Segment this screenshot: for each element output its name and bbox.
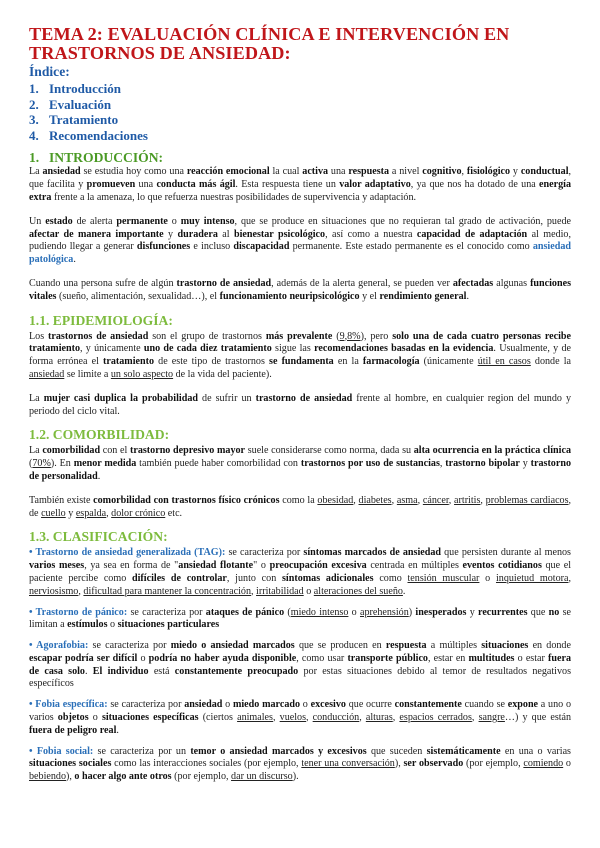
text-run: ansiedad flotante [178,560,254,572]
text-run: frente a la amenaza, lo que refuerza nuestras posibilidades de supervivencia y adaptación. [51,191,417,203]
text-run: ansiedad patológica [29,241,571,266]
text-run: , [417,494,423,506]
text-run: varios meses [29,560,85,572]
text-run: (por ejemplo, [171,771,232,783]
text-run: trastorno de ansiedad [176,277,272,289]
text-run: trastorno bipolar [445,458,520,470]
text-run: en la [333,356,363,368]
text-run: cuello [41,507,66,519]
text-run: o [222,699,233,711]
text-run: trastorno depresivo mayor [129,445,246,457]
index-list [29,81,571,143]
text-run: ), [66,771,75,783]
text-run: a múltiples [426,640,482,652]
text-run: , [272,712,280,724]
text-run: algunas [493,277,531,289]
paragraph [29,495,571,521]
text-run: sangre [478,712,505,724]
text-run: . Usualmente, y de forma errónea el [29,343,571,368]
text-run: discapacidad [233,241,290,253]
text-run: no [548,606,560,618]
text-run: (únicamente [419,356,478,368]
text-run: eventos cotidianos [462,560,542,572]
text-run: o [479,572,496,584]
text-run: . [73,254,76,266]
text-run: se caracteriza por [88,640,171,652]
classification-item-fobia-especifica [29,699,571,737]
text-run: a uno o varios [29,699,571,724]
text-run: ( [332,330,340,342]
text-run: afectar de manera importante [29,228,164,240]
paragraph [29,166,571,204]
index-item-number: 3. [29,112,39,128]
bullet-heading: • Fobia social: [29,745,94,757]
index-item-label: Tratamiento [49,112,119,128]
text-run: ) [408,606,416,618]
text-run: síntomas marcados de ansiedad [303,547,442,559]
text-run: constantemente preocupado [174,665,299,677]
text-run: dar un discurso [231,771,293,783]
text-run: como las interacciones sociales (por ejemplo, [111,758,302,770]
section-title: INTRODUCCIÓN: [49,150,164,166]
text-run: multitudes [468,652,515,664]
text-run: , [391,494,397,506]
text-run: sigue las [271,343,315,355]
text-run: útil en casos [477,356,531,368]
text-run: como [373,572,408,584]
text-run: ), pero [360,330,393,342]
index-item-number: 1. [29,81,39,96]
text-run: centrada en múltiples [366,560,463,572]
index-item-label: Evaluación [49,96,112,112]
text-run: duradera [177,228,218,240]
text-run: , y únicamente [80,343,144,355]
text-run: la cual [269,166,303,178]
text-run: que el paciente percibe como [29,560,572,584]
text-run: Cuando una persona sufre de algún [29,277,177,289]
text-run: al [217,228,234,240]
paragraph [29,216,571,267]
bullet-heading: • Agorafobia: [29,640,89,652]
text-run: obesidad [317,494,354,506]
text-run: , junto con [226,572,282,584]
text-run: rendimiento general [379,290,467,302]
text-run: …) y que están [504,712,572,724]
text-run: y [163,228,178,240]
text-run: podría no haber ayuda disponible [148,652,297,664]
text-run: , de [29,494,572,519]
text-run: temor o ansiedad marcados y excesivos [190,745,367,757]
text-run: , [359,712,366,724]
index-item [29,128,571,144]
bullet-heading: • Fobia específica: [29,699,108,711]
text-run: fisiológico [466,166,511,178]
text-run: cognitivo [422,166,462,178]
text-run: inquietud motora [495,572,569,584]
text-run: o [88,712,102,724]
text-run: comorbilidad con trastornos físico crónicos [93,494,280,506]
text-run: 70% [32,458,51,470]
text-run: o [137,652,149,664]
index-item-number: 2. [29,96,39,112]
subsection-heading-comorbilidad: 1.2. COMORBILIDAD: [29,427,170,443]
text-run: tener una conversación [301,758,395,770]
text-run: cáncer [422,494,449,506]
text-run: irritabilidad [256,585,304,597]
text-run: . Esta respuesta tiene un [235,179,340,191]
text-run: ( [29,458,33,470]
text-run: Los [29,330,49,342]
text-run: preocupación excesiva [269,560,367,572]
subsection-heading-epidemiologia: 1.1. EPIDEMIOLOGÍA: [29,312,173,328]
text-run: expone [507,699,539,711]
text-run: espacios cerrados [399,712,472,724]
text-run: . [97,470,101,482]
index-item-number: 4. [29,127,39,143]
text-run: excesivo [310,699,346,711]
text-run: situaciones específicas [101,712,199,724]
text-run: permanente [116,215,168,227]
text-run: , además de la alerta general, se pueden ver [271,277,453,289]
paragraph [29,331,571,382]
text-run: tensión muscular [407,572,480,584]
index-item [29,81,571,97]
text-run: está [148,665,175,677]
classification-item-tag [29,547,571,598]
subsection-heading-clasificacion: 1.3. CLASIFICACIÓN: [29,529,168,545]
text-run: dificultad para mantener la concentración [83,585,251,597]
text-run: uno de cada diez tratamiento [143,343,272,355]
text-run: a nivel [389,166,423,178]
text-run: de sufrir un [197,392,256,404]
text-run: o [563,758,571,770]
text-run: muy intenso [180,215,235,227]
text-run: se estudia hoy como una [80,166,187,178]
text-run: , [480,494,486,506]
text-run: , [461,166,467,178]
text-run: funcionamiento neuripsicológico [219,290,360,302]
text-run: con el [100,445,130,457]
text-run: que [527,606,549,618]
text-run: un solo aspecto [110,368,174,380]
text-run: frente al hombre, en cualquier region del mundo y periodo del ciclo vital. [29,392,572,417]
text-run: El individuo [92,665,149,677]
text-run: se fundamenta [269,356,334,368]
text-run: ansiedad [184,699,223,711]
text-run: , estar en [427,652,469,664]
text-run: una [328,166,349,178]
text-run: ataques de pánico [205,606,285,618]
bullet-heading: • Trastorno de ansiedad generalizada (TAG): [29,547,226,559]
text-run: una [135,179,157,191]
text-run: . [402,585,406,597]
text-run: La [29,445,43,457]
text-run: trastorno de ansiedad [255,392,353,404]
text-run: alta ocurrencia en la práctica clínica [413,445,571,457]
text-run: , que se produce en situaciones que no requieran tal grado de activación, puede [234,215,571,227]
index-item-label: Introducción [49,81,121,96]
text-run: recurrentes [478,606,528,618]
text-run: que se producen en [294,640,386,652]
text-run: (ciertos [198,712,238,724]
text-run: o hacer algo ante otros [74,771,172,783]
text-run: ). [292,771,299,783]
text-run: , [568,572,571,584]
text-run: también puede haber comorbilidad con [136,458,301,470]
text-run: , ya sea en forma de " [84,560,179,572]
text-run: e incluso [190,241,234,253]
text-run: síntomas adicionales [282,572,374,584]
text-run: solo una de cada cuatro personas recibe tratamiento [29,330,571,355]
text-run: constantemente [394,699,462,711]
text-run: cuando se [461,699,508,711]
text-run: se limitan a [29,606,571,631]
text-run: diabetes [358,494,392,506]
text-run: y el [359,290,380,302]
bullet-heading: • Trastorno de pánico: [29,606,128,618]
text-run: difíciles de controlar [132,572,227,584]
text-run: , [78,585,84,597]
text-run: alteraciones del sueño [313,585,403,597]
text-run: ansiedad [29,368,65,380]
text-run: , [306,712,313,724]
text-run: o [107,619,118,631]
text-run: en donde [528,640,571,652]
text-run: farmacología [362,356,420,368]
index-item [29,112,571,128]
text-run: , [353,494,359,506]
text-run: de este tipo de trastornos [154,356,270,368]
text-run: . [84,665,93,677]
text-run: , [448,494,455,506]
classification-item-fobia-social [29,746,571,784]
text-run: trastornos de ansiedad [48,330,149,342]
text-run: situaciones [481,640,529,652]
text-run: tratamiento [103,356,155,368]
text-run: , [106,507,112,519]
text-run: miedo marcado [232,699,301,711]
text-run: transporte público [347,652,428,664]
text-run: conducción [312,712,360,724]
text-run: y [510,166,521,178]
text-run: activa [302,166,329,178]
text-run: de la vida del paciente). [173,368,272,380]
text-run: se caracteriza por [127,606,206,618]
text-run: artritis [454,494,481,506]
text-run: vuelos [279,712,306,724]
text-run: escapar podría ser difícil [29,652,138,664]
text-run: inesperados [415,606,467,618]
text-run: , así como a nuestra [325,228,417,240]
text-run: fuera de casa solo [29,652,572,677]
text-run: trastornos por uso de sustancias [300,458,440,470]
text-run: . [116,724,119,736]
text-run: respuesta [385,640,427,652]
text-run: , [251,585,257,597]
text-run: disfunciones [136,241,191,253]
text-run: . [466,290,469,302]
text-run: dolor crónico [111,507,166,519]
text-run: alturas [365,712,393,724]
text-run: espalda [75,507,107,519]
text-run: 9,8% [339,330,361,342]
text-run: reacción emocional [186,166,270,178]
text-run: objetos [57,712,89,724]
classification-item-panico [29,607,571,633]
text-run: estímulos [67,619,108,631]
text-run: sistemáticamente [426,745,501,757]
text-run: energía extra [29,179,571,203]
text-run: animales [237,712,273,724]
text-run: situaciones sociales [29,758,112,770]
text-run: , [392,712,400,724]
section-heading-introduccion [29,150,571,166]
text-run: o [167,215,181,227]
text-run: miedo intenso [290,606,349,618]
text-run: menor medida [73,458,137,470]
text-run: recomendaciones basadas en la evidencia [314,343,494,355]
text-run: bienestar psicológico [233,228,326,240]
text-run: se limite a [64,368,111,380]
classification-item-agorafobia [29,640,571,691]
text-run: afectadas [452,277,494,289]
text-run: mujer casi duplica la probabilidad [43,392,198,404]
text-run: Un [29,215,46,227]
text-run: situaciones particulares [117,619,220,631]
text-run: , como usar [296,652,348,664]
text-run: conductual [520,166,569,178]
paragraph [29,445,571,483]
text-run: o [348,606,360,618]
text-run: o estar [514,652,549,664]
text-run: que persisten durante al menos [441,547,571,559]
text-run: funciones vitales [29,277,572,302]
text-run: ( [284,606,291,618]
text-run: problemas cardiacos [485,494,569,506]
text-run: como la [279,494,318,506]
text-run: comiendo [523,758,564,770]
text-run: etc. [165,507,183,519]
text-run: son el grupo de trastornos [148,330,266,342]
text-run: y [65,507,76,519]
text-run: que suceden [366,745,427,757]
text-run: miedo o ansiedad marcados [170,640,295,652]
text-run: fuera de peligro real [29,724,117,736]
text-run: También existe [29,494,94,506]
text-run: y [519,458,531,470]
text-run: ansiedad [42,166,81,178]
text-run: conducta más ágil [156,179,236,191]
text-run: , [439,458,446,470]
paragraph [29,278,571,304]
index-item-label: Recomendaciones [49,127,148,143]
text-run: y [466,606,479,618]
text-run: " o [253,560,270,572]
index-item [29,97,571,113]
text-run: de alerta [72,215,117,227]
index-heading: Índice: [29,64,70,79]
text-run: (por ejemplo, [463,758,524,770]
text-run: bebiendo [29,771,66,783]
text-run: , ya que nos ha dotado de una [410,179,540,191]
text-run: al medio, pudiendo llegar a generar [29,228,572,253]
text-run: más prevalente [265,330,333,342]
text-run: asma [396,494,418,506]
section-number: 1. [29,150,40,166]
text-run: se caracteriza por un [93,745,191,757]
text-run: permanente. Este estado permanente es el conocido como [289,241,533,253]
text-run: se caracteriza por [107,699,185,711]
text-run: La [29,166,43,178]
document-title: TEMA 2: EVALUACIÓN CLÍNICA E INTERVENCIÓN EN TRASTORNOS DE ANSIEDAD: [29,24,510,63]
text-run: por estas situaciones debido al temor de resultados negativos específicos [29,665,572,690]
text-run: ), [394,758,404,770]
text-run: comorbilidad [42,445,101,457]
text-run: en una o varias [500,745,571,757]
text-run: se caracteriza por [225,547,304,559]
text-run: capacidad de adaptación [416,228,528,240]
text-run: La [29,392,44,404]
text-run: que ocurre [345,699,395,711]
text-run: o [303,585,314,597]
text-run: , [471,712,479,724]
text-run: respuesta [348,166,390,178]
text-run: aprehensión [359,606,409,618]
text-run: donde la [530,356,571,368]
text-run: ). En [50,458,74,470]
text-run: nerviosismo [29,585,79,597]
text-run: o [300,699,311,711]
text-run: estado [45,215,73,227]
text-run: promueven [86,179,136,191]
text-run: suele considerarse como norma, dada su [245,445,414,457]
text-run: valor adaptativo [339,179,411,191]
text-run: trastorno de personalidad [29,458,571,482]
text-run: ser observado [403,758,464,770]
text-run: (sueño, alimentación, sexualidad…), el [56,290,220,302]
text-run: , que facilita y [29,166,572,191]
paragraph [29,393,571,419]
